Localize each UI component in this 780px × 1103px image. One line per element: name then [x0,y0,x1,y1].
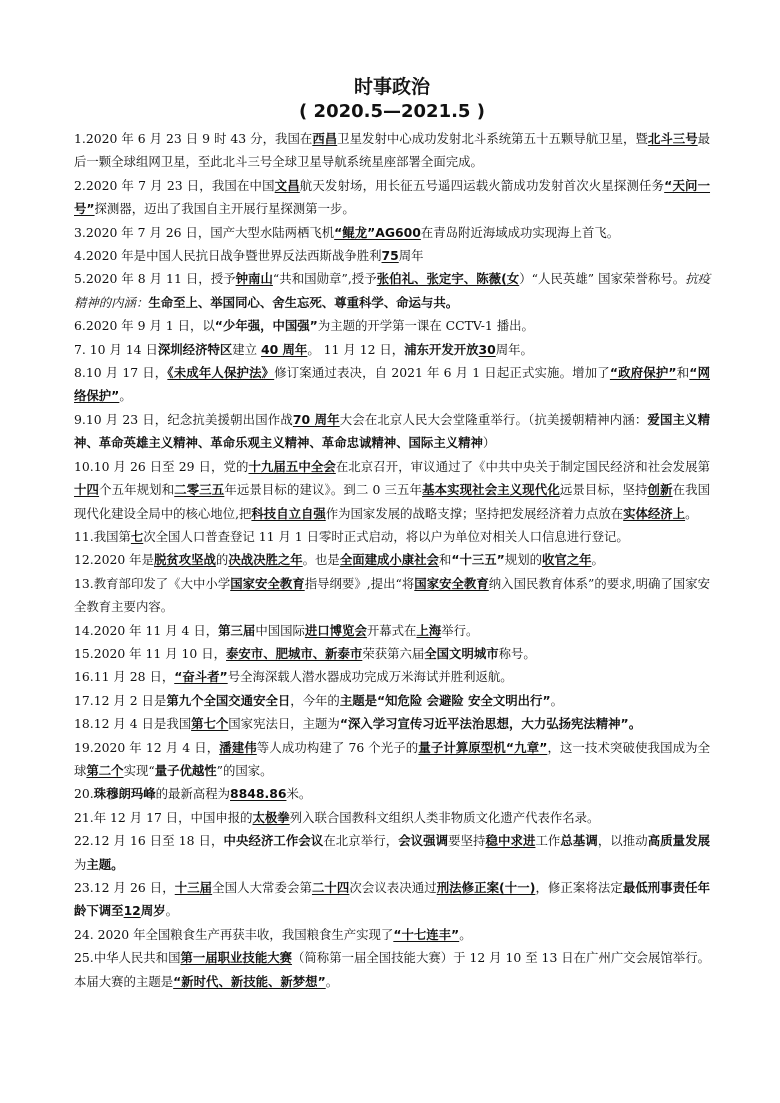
item-text: 。 [591,552,604,568]
news-item-25 [74,946,710,993]
item-highlight: “少年强，中国强” [214,318,318,334]
item-text: 。也是 [302,552,340,568]
item-text: 列入联合国教科文组织人类非物质文化遗产代表作名录。 [289,809,600,825]
item-highlight: 第二个 [86,762,124,778]
item-text: 6.2020 年 9 月 1 日，以 [74,318,215,334]
item-highlight: 十四 [74,482,100,498]
item-highlight: 上海 [416,622,442,638]
item-text: 在北京举行， [323,833,399,849]
item-text: 开幕式在 [366,622,417,638]
item-text: 工作 [535,833,561,849]
item-highlight: 量子优越性 [154,762,217,778]
item-text: ）“人民英雄” 国家荣誉称号。 [519,271,686,287]
news-item-16 [74,665,710,688]
item-highlight: 北斗三号 [647,131,698,146]
item-highlight: 西昌 [312,131,338,146]
item-text: 周年。 [495,341,533,357]
news-item-17 [74,689,710,712]
item-text: 中国国际 [255,622,305,638]
item-text: 探测器，迈出了我国自主开展行星探测第一步。 [94,201,355,217]
item-highlight: 《未成年人保护法》 [167,365,275,381]
item-text: 实现“ [123,762,155,778]
item-highlight: 创新 [647,482,673,498]
item-highlight: “天问一号” [74,177,711,217]
item-highlight: 七 [130,528,144,544]
item-text: 。 [165,903,178,919]
item-highlight: 抗疫精神的内涵： [74,271,711,310]
item-highlight: 浦东开发开放 [404,341,479,357]
item-highlight: “深入学习宣传习近平法治思想，大力弘扬宪法精神”。 [339,716,642,732]
item-text: （简称第一届全国技能大赛）于 12 月 10 至 13 日在广州广交会展馆举行。本届大赛的主题是 [74,950,710,989]
news-item-14 [74,619,710,642]
item-text: 。 [685,505,698,521]
item-highlight: 主题是“知危险 会避险 安全文明出行” [339,692,551,708]
news-item-4 [74,244,710,267]
item-highlight: 科技自立自强 [251,505,326,521]
item-highlight: 70 周年 [292,411,340,427]
item-text: 米。 [286,786,312,802]
item-text: 18.12 月 4 日是我国 [74,716,192,732]
item-highlight: 潘建伟 [219,739,257,755]
news-item-24 [74,923,710,946]
item-text: 8.10 月 17 日， [74,365,168,381]
item-highlight: 爱国主义精神、革命英雄主义精神、革命乐观主义精神、革命忠诚精神、国际主义精神 [74,411,710,451]
item-highlight: 全国文明城市 [424,645,499,661]
item-text: 的 [215,552,229,568]
item-highlight: 12 [123,903,141,919]
item-highlight: “奋斗者” [174,669,228,685]
item-text: 10.10 月 26 日至 29 日，党的 [74,458,249,474]
item-highlight: 主题。 [86,856,124,872]
item-text: 和 [438,552,452,568]
item-highlight: 会议强调 [398,833,449,849]
item-text: 号全海深载人潜水器成功完成万米海试并胜利返航。 [227,669,513,685]
item-highlight: 珠穆朗玛峰 [93,786,156,802]
item-highlight: 75 [381,248,399,264]
item-text: 荣获第六届 [362,645,425,661]
item-text: 14.2020 年 11 月 4 日， [74,622,219,638]
item-text: 和 [676,365,690,381]
item-text: 规划的 [504,552,542,568]
item-text: 2.2020 年 7 月 23 日，我国在中国 [74,177,275,193]
item-text: 为主题的开学第一课在 CCTV-1 播出。 [317,318,534,334]
item-text: 纳入国民教育体系”的要求,明确了国家安全教育主要内容。 [74,575,711,615]
item-highlight: 周岁 [140,903,166,919]
item-highlight: 张伯礼、张定宇、陈薇(女 [376,271,520,287]
item-highlight: 30 [478,341,496,357]
news-item-8 [74,361,710,408]
item-text: 。 [550,692,563,708]
item-highlight: 中央经济工作会议 [223,833,324,849]
item-highlight: 刑法修正案(十一) [436,880,536,895]
item-text: 11.我国第 [74,528,131,544]
news-item-18 [74,712,710,735]
news-item-22 [74,829,710,876]
item-text: 个五年规划和 [99,482,175,498]
item-text: 22.12 月 16 日至 18 日， [74,833,224,849]
item-text: 要坚持 [448,833,486,849]
item-highlight: 基本实现社会主义现代化 [422,482,560,498]
item-highlight: 脱贫攻坚战 [153,552,216,568]
item-text: 。 [459,926,472,942]
item-text: 17.12 月 2 日是 [74,692,167,708]
item-text: 。 11 月 12 日， [307,341,405,357]
item-highlight: 8848.86 [230,786,287,802]
item-highlight: 文昌 [274,177,300,193]
item-highlight: “十七连丰” [393,926,460,942]
item-text: “共和国勋章”,授予 [272,271,377,287]
item-highlight: 泰安市、肥城市、新泰市 [226,645,363,661]
item-highlight: “新时代、新技能、新梦想” [173,973,326,989]
item-text: 国家宪法日，主题为 [228,716,340,732]
item-text: 远景目标，坚持 [559,482,648,498]
item-highlight: 二零三五 [174,482,225,498]
news-item-11 [74,525,710,548]
item-highlight: 第九个全国交通安全日 [166,692,291,708]
item-text: 13.教育部印发了《大中小学 [74,575,231,591]
item-highlight: 钟南山 [235,271,273,287]
news-item-23 [74,876,710,923]
item-highlight: 十三届 [174,880,213,895]
item-text: ”的国家。 [216,762,273,778]
item-text: 全国人大常委会第 [212,880,312,895]
item-text: 最后一颗全球组网卫星，至此北斗三号全球卫星导航系统星座部署全面完成。 [74,131,711,170]
item-text: 25.中华人民共和国 [74,950,181,966]
item-text: ，修正案将法定 [535,880,623,895]
item-highlight: 高质量发展 [647,833,711,849]
item-text: 建立 [232,341,261,357]
item-highlight: 第三届 [218,622,256,638]
news-item-15 [74,642,710,665]
item-text: 的最新高程为 [155,786,231,802]
item-text: ，这一技术突破使我国成为全球 [74,739,711,778]
news-item-19 [74,736,710,783]
item-text: 在我国现代化建设全局中的核心地位,把 [74,482,711,521]
news-item-10 [74,455,710,525]
news-item-list [74,127,710,993]
item-text: 16.11 月 28 日， [74,669,175,685]
news-item-3 [74,221,710,244]
item-text: 指导纲要》,提出“将 [304,575,415,591]
news-item-5 [74,267,710,314]
item-highlight: 量子计算原型机“九章” [418,739,548,755]
item-text: 4.2020 年是中国人民抗日战争暨世界反法西斯战争胜利 [74,248,382,264]
item-text: 周年 [398,248,424,264]
item-highlight: 国家安全教育 [414,575,489,591]
news-item-7 [74,338,710,361]
item-highlight: 收官之年 [541,552,592,568]
item-highlight: 决战决胜之年 [228,552,303,568]
item-text: 。 [325,973,339,989]
item-text: 24. 2020 年全国粮食生产再获丰收，我国粮食生产实现了 [74,926,394,942]
item-highlight: 十九届五中全会 [248,458,336,474]
item-text: 卫星发射中心成功发射北斗系统第五十五颗导航卫星，暨 [337,131,648,146]
item-text: 次会议表决通过 [349,880,437,895]
news-item-12 [74,548,710,571]
item-highlight: 二十四 [311,880,350,895]
item-text: 。 [119,388,132,404]
item-text: ，以推动 [597,833,648,849]
item-highlight: 40 周年 [260,341,308,357]
item-text: 航天发射场，用长征五号遥四运载火箭成功发射首次火星探测任务 [299,177,665,193]
item-text: 12.2020 年是 [74,552,154,568]
item-highlight: 太极拳 [252,809,290,825]
item-highlight: “鲲龙”AG600 [334,224,421,240]
news-item-20 [74,782,710,805]
item-text: 等人成功构建了 76 个光子的 [256,739,419,755]
item-highlight: 第七个 [191,716,229,732]
item-highlight: 总基调 [560,833,598,849]
item-highlight: “十三五” [451,552,505,568]
news-item-6 [74,314,710,337]
item-highlight: 生命至上、举国同心、舍生忘死、尊重科学、命运与共。 [148,294,459,310]
item-text: 在北京召开，审议通过了《中共中央关于制定国民经济和社会发展第 [335,458,711,474]
item-text: 称号。 [498,645,536,661]
item-highlight: 全面建成小康社会 [339,552,439,568]
news-item-13 [74,572,710,619]
page-title: 时事政治 [353,76,430,98]
item-highlight: 深圳经济特区 [157,341,233,357]
item-text: 20. [74,786,94,802]
item-text: 23.12 月 26 日， [74,880,175,895]
item-text: 大会在北京人民大会堂隆重举行。（抗美援朝精神内涵： [339,411,648,427]
item-text: 21.年 12 月 17 日，中国申报的 [74,809,253,825]
item-highlight: 最低刑事责任年龄下调至 [74,880,711,919]
item-text: 修订案通过表决，自 2021 年 6 月 1 日起正式实施。增加了 [274,365,610,381]
item-text: ，今年的 [290,692,340,708]
item-text: 举行。 [441,622,479,638]
news-item-21 [74,806,710,829]
item-text: 5.2020 年 8 月 11 日，授予 [74,271,236,287]
news-item-1 [74,127,710,174]
item-text: 15.2020 年 11 月 10 日， [74,645,227,661]
item-text: 作为国家发展的战略支撑；坚持把发展经济着力点放在 [325,505,624,521]
item-highlight: 稳中求进 [485,833,536,849]
item-text: 1.2020 年 6 月 23 日 9 时 43 分，我国在 [74,131,313,146]
item-text: ） [482,435,496,451]
page-subtitle: ( 2020.5—2021.5 ) [299,101,485,122]
item-text: 9.10 月 23 日，纪念抗美援朝出国作战 [74,411,293,427]
news-item-2 [74,174,710,221]
item-text: 为 [74,856,87,872]
document-page [74,74,710,993]
item-highlight: 实体经济上 [623,505,686,521]
item-highlight: “网络保护” [74,365,710,404]
item-highlight: 第一届职业技能大赛 [180,950,293,966]
item-highlight: 国家安全教育 [230,575,305,591]
item-highlight: 进口博览会 [304,622,367,638]
item-text: 7. 10 月 14 日 [74,341,158,357]
news-item-9 [74,408,710,455]
item-text: 年远景目标的建议》。到二 0 三五年 [224,482,423,498]
item-highlight: “政府保护” [609,365,677,381]
item-text: 19.2020 年 12 月 4 日， [74,739,220,755]
item-text: 在青岛附近海域成功实现海上首飞。 [420,224,620,240]
item-text: 3.2020 年 7 月 26 日，国产大型水陆两栖飞机 [74,224,335,240]
item-text: 次全国人口普查登记 11 月 1 日零时正式启动，将以户为单位对相关人口信息进行登记。 [143,528,629,544]
